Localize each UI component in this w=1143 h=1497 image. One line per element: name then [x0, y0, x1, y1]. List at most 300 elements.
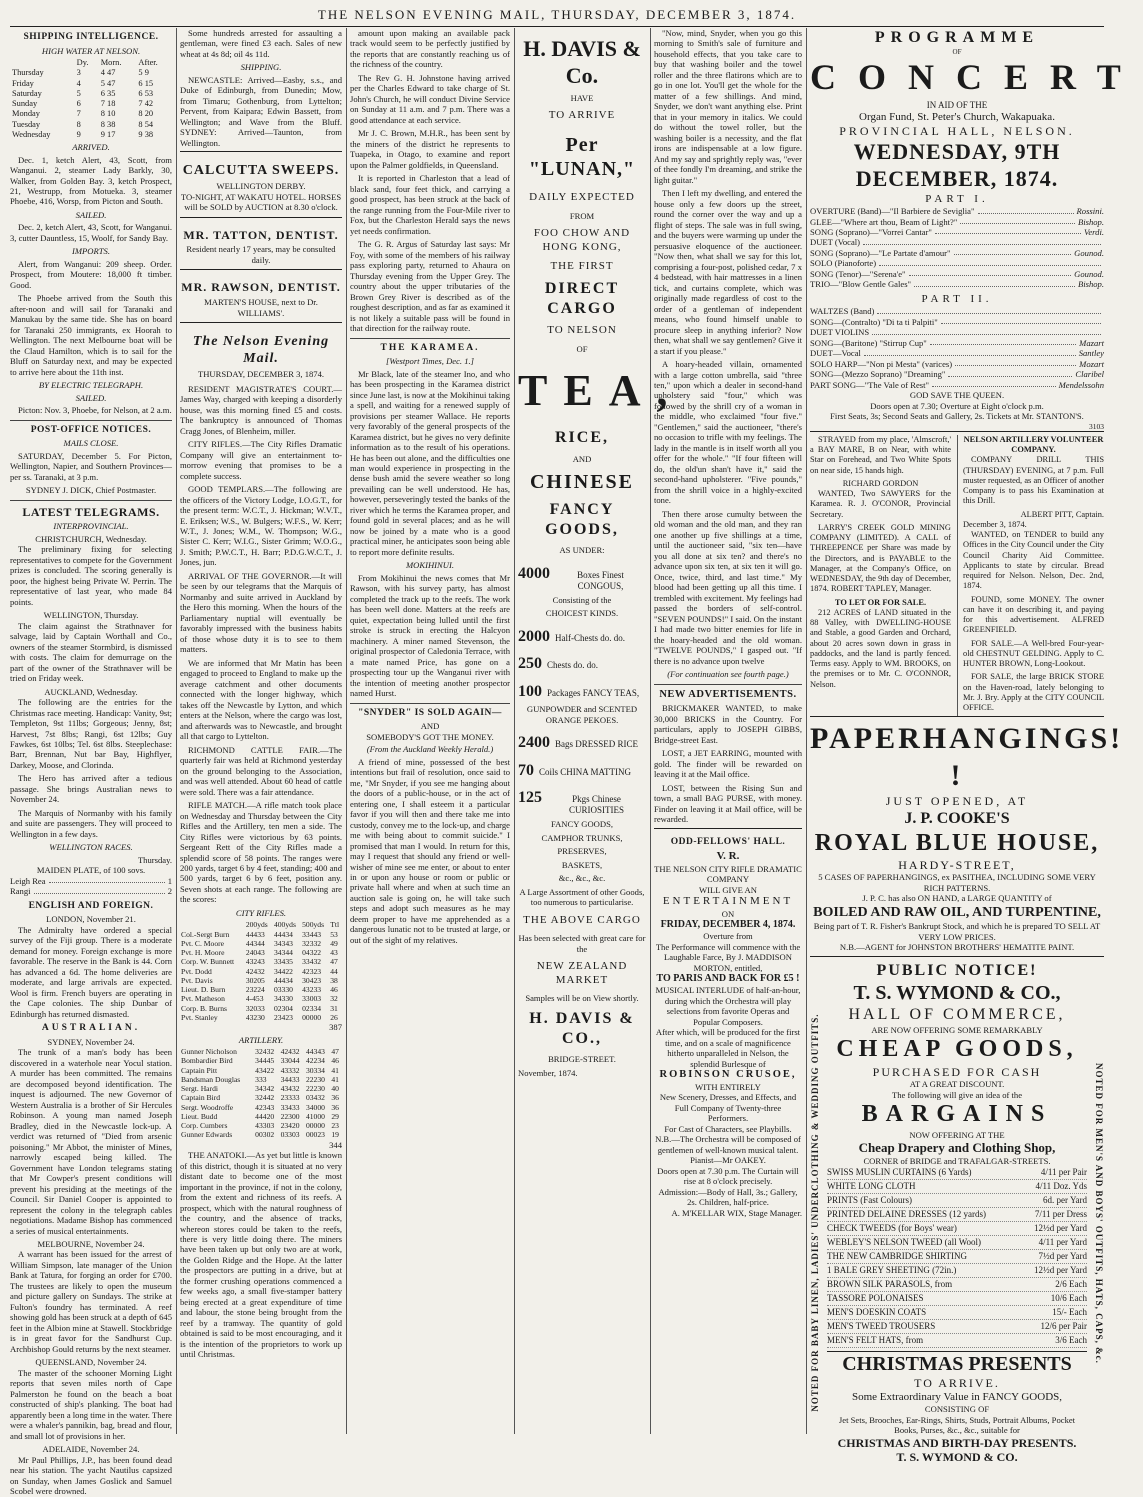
davis-selected: Has been selected with great care for the [518, 933, 646, 954]
table-row: Sergt. Hardi 34342 43432 22230 40 [181, 1084, 339, 1094]
drapery-shop: Cheap Drapery and Clothing Shop, [858, 1139, 1056, 1155]
masthead: THE NELSON EVENING MAIL, THURSDAY, DECEMBER 3, 1874. [10, 4, 1104, 27]
davis-nzmarket: NEW ZEALAND MARKET [536, 960, 628, 986]
paris: TO PARIS AND BACK FOR £5 ! [656, 973, 800, 985]
tender-advert: WANTED, on TENDER to build any Offices in the City Council under the City Council Charity Aid Committee. Applicants to state by circular. Bread required for Nelson. Nelson, Dec. 2nd, 1874. [963, 530, 1104, 591]
davis-foochow: FOO CHOW AND HONG KONG, [533, 227, 631, 253]
davis-daily: DAILY EXPECTED [529, 191, 635, 204]
wymond-body [827, 961, 1087, 1465]
arrived-heading: ARRIVED. [72, 142, 110, 153]
other-item: PRESERVES, [557, 846, 607, 857]
brown-text: Mr J. C. Brown, M.H.R., has been sent by the miners of the district he represents to Tuapeka, in Otago, to examine and report upon the Palmer goldfields, in Queensland. [350, 128, 510, 170]
davis-chinese: CHINESE [529, 471, 635, 494]
wymond-sign: T. S. WYMOND & CO. [896, 1450, 1018, 1465]
god-save-queen: GOD SAVE THE QUEEN. [909, 390, 1005, 401]
paperhangings: PAPERHANGINGS! ! [810, 722, 1124, 792]
davis-under: AS UNDER: [559, 545, 605, 556]
table-row: Lieut. D. Burn 23224 03330 43233 46 [181, 985, 338, 995]
with: WITH ENTIRELY [695, 1081, 761, 1092]
found-advert: FOUND, some MONEY. The owner can have it on describing it, and paying for this advertisement. ALFRED GREENFIELD. [963, 594, 1104, 635]
advert-number: 3103 [1089, 421, 1104, 431]
programme-item: DUET—Vocal Santley [810, 348, 1104, 359]
shipping-notes: The Phoebe arrived from the South this after-noon and will sail for Taranaki and Manukau by the same tide. She has on board for Taranaki 250 immigrants, ex Hoorah to Wellington. The next Melbourne boat will be the Claud Hamilton, which is to sail for the Bluff on Saturday next, and may be expected to arrive here about the 11th inst. [10, 293, 172, 377]
price-row: WHITE LONG CLOTH 4/11 Doz. Yds [827, 1180, 1087, 1194]
snyder-source: (From the Auckland Weekly Herald.) [366, 744, 494, 755]
boiled-oil: BOILED AND RAW OIL, AND TURPENTINE, [813, 904, 1101, 920]
wellington-text: The claim against the Strathnaver for salvage, laid by Captain Worthall and Co., owners of the steamer Stormbird, is dismissed with costs. The claim for demurrage on the part of the owner of the Strathnaver will be tried on Friday week. [10, 620, 172, 684]
imports-text: Alert, from Wanganui: 209 sheep. Order. Prospect, from Moutere: 18,000 ft timber. Good. [10, 258, 172, 290]
tide-col: After. [138, 58, 158, 68]
davis-gunpowder: GUNPOWDER and SCENTED ORANGE PEKOES. [526, 704, 638, 725]
tide-row: Monday 7 8 10 8 20 [12, 109, 154, 119]
acres-advert: 212 ACRES of LAND situated in the 88 Valley, with DWELLING-HOUSE and Stable, a good Garden and Orchard, about 20 acres sown down in grass in paddocks, and the land is partly fenced. Terms easy. Apply to WM. BROOKS, on the premises or to Mr. C. O'CONNOR, Nelson. [810, 607, 951, 689]
programme-item: PART SONG—"The Vale of Rest" Mendelssohn [810, 379, 1104, 390]
city-rifles-heading: CITY RIFLES. [235, 907, 287, 918]
davis-date: November, 1874. [518, 1067, 578, 1078]
horse-sale-advert: FOR SALE.—A Well-bred Four-year-old CHESTNUT GELDING. Apply to C. HUNTER BROWN, Long-Lookout. [963, 638, 1104, 669]
cast: For Cast of Characters, see Playbills. [664, 1123, 792, 1134]
city-rifles-table [180, 920, 342, 1022]
stock-item: 2000 Half-Chests do. do. [518, 627, 625, 645]
table-header: 200yds 400yds 500yds Ttl [245, 920, 340, 930]
column-rule [176, 28, 177, 1434]
tatton-heading: MR. TATTON, DENTIST. [183, 227, 339, 242]
tatton-advert [180, 217, 342, 270]
divider [10, 500, 172, 501]
cases: 5 CASES OF PAPERHANGINGS, ex PASITHEA, INCLUDING SOME VERY RICH PATTERNS. [818, 872, 1096, 893]
davis-tea: TEA, [518, 366, 684, 416]
dateline: WELLINGTON, Thursday. [43, 610, 139, 621]
continued-note: (For continuation see fourth page.) [667, 669, 789, 680]
idea: The following will give an idea of the [891, 1089, 1023, 1100]
vr: V. R. [716, 850, 740, 863]
tide-col: Morn. [100, 58, 122, 68]
artillery-date: December 3, 1874. [963, 519, 1027, 529]
davis-name: H. DAVIS & Co. [523, 36, 641, 88]
notices-grid [810, 431, 1104, 717]
table-row: Pvt. H. Moore 24043 34344 04322 43 [181, 948, 338, 958]
programme-item: DUET (Vocal) [810, 237, 1104, 247]
table-row: Sergt. Woodroffe 42343 33433 34000 36 [181, 1102, 339, 1112]
sailed-heading: SAILED. [75, 209, 107, 220]
auckland-text: The following are the entries for the Christmas race meeting. Handicap: Vanity, 9st; Templeton, 9st 11lbs; Gorgeous; Jenny, 8st; Harvest, 7st 8lbs; Rangi, 6st 12lbs; Guy Fawkes, 6st 10lbs; Tel. 6st 8lbs. Steeplechase: Barr, Brennan, Nut bar Bay, Highflyer, Darkey, Moose, and Clorinda. [10, 697, 172, 770]
interlude: MUSICAL INTERLUDE of half-an-hour, during which the Orchestra will play selections from favorite Operas and Popular Composers. [655, 985, 801, 1027]
overture: Overture from [703, 931, 753, 942]
stock-item: 125 Pkgs Chinese CURIOSITIES [518, 789, 624, 816]
concert-seats: First Seats, 3s; Second Seats and Gallery, 2s. Tickets at Mr. STANTON'S. [830, 411, 1084, 422]
templars-text: GOOD TEMPLARS.—The following are the officers of the Victory Lodge, I.O.G.T., for the present term: W.C.T., J. Hickman; W.V.T., E. Eriksen; W.S., W. Bulgers; W.F.S., W. Kerr; W.T., J. Jones; W.M., W. Thompson; W.G., Sister C. Kerr; W.I.G., Sister Grimm; W.O.G., J. Smith; P.W.C.T., H. Barr; P.D.G.W.C.T., J. Jones, jun. [180, 484, 342, 568]
snyder-subheading: SOMEBODY'S GOT THE MONEY. [366, 731, 494, 742]
table-row: Corp. Cumbers 43303 23420 00000 23 [181, 1121, 339, 1131]
dateline: QUEENSLAND, November 24. [35, 1357, 147, 1368]
karamea-source: [Westport Times, Dec. 1.] [385, 356, 474, 367]
karamea-text: Mr Black, late of the steamer Ino, and who has been prospecting in the Karamea district since June last, is now at the Mokihinui taking a spell, and waiting for a renewed supply of provisions per steamer Wallace. He reports very favorably of the general prospects of the Karamea district, but he gives no very definite information as to the result of his operations. He has been out alone, and the difficulties one man would experience in prospecting in the dense bush amid the severe weather so long prevailing can be well understood. He has, however, perseveringly tested the banks of the river which he terms the Karamea proper, and found gold in several places; and as he will now be joined by a mate who is a good practical miner, he anticipates soon being able to report more definite results. [350, 368, 510, 557]
corner: CORNER of BRIDGE and TRAFALGAR-STREETS. [863, 1155, 1051, 1166]
tide-row: Sunday 6 7 18 7 42 [12, 99, 154, 109]
cooke-name: J. P. COOKE'S [904, 810, 1010, 828]
artillery-sign: ALBERT PITT, Captain. [1020, 509, 1104, 519]
scenery: New Scenery, Dresses, and Effects, and Full Company of Twenty-three Performers. [659, 1092, 797, 1124]
after: After which, will be produced for the first time, and on a scale of magnificence hitherto unparalleled in Nelson, the splendid Burlesque of [655, 1027, 801, 1069]
stock-item: 100 Packages FANCY TEAS, [518, 682, 640, 700]
rifles-text: CITY RIFLES.—The City Rifles Dramatic Company will give an entertainment to-morrow evening that promises to be a complete success. [180, 439, 342, 481]
other-item: BASKETS, [561, 859, 603, 870]
royal-blue-house: ROYAL BLUE HOUSE, [814, 829, 1100, 856]
snyder-heading: "SNYDER" IS SOLD AGAIN— [358, 707, 502, 718]
concert-doors: Doors open at 7.30; Overture at Eight o'clock p.m. [870, 400, 1044, 411]
english-text: The Admiralty have ordered a special survey of the Fiji group. There is a moderate demand for money. Foreign exchange is more favorable. The reserve in the Bank is 44. Corn has advanced a 6d. The home deliveries are moderate, and large arrivals are expected. Wool is firm. French buyers are operating in the Cape colonies. The ship Dunbar of Edinburgh has returned dismasted. [10, 924, 172, 1019]
court-text: RESIDENT MAGISTRATE'S COURT.—James Way, charged with keeping a disorderly house, was this morning fined £5 and costs. The bankruptcy is announced of Thomas Cragg Jones, of Blenheim, miller. [180, 383, 342, 436]
programme-item: SONG—(Baritone) "Stirrup Cup" Mazart [810, 337, 1104, 348]
dateline: AUCKLAND, Wednesday. [44, 686, 138, 697]
melbourne-text: A warrant has been issued for the arrest of William Simpson, late manager of the Union Bank at Tatura, for forging an order for £700. The trustees are likely to open the museum and picture gallery on Sundays. The strike at Fulton's foundry has terminated. A reef showing gold has been struck at a depth of 645 feet in the Albion mine at Stawell. Stockbridge is in great favor for the Sandhurst Cup. Archbishop Gould returns by the next steamer. [10, 1249, 172, 1354]
just-opened: JUST OPENED, AT [885, 794, 1029, 809]
programme-item: SOLO HARP—"Non pi Mesta" (varices) Mozart [810, 358, 1104, 369]
tide-col [10, 58, 75, 68]
public-notice: PUBLIC NOTICE! [876, 962, 1038, 980]
birthday-presents: CHRISTMAS AND BIRTH-DAY PRESENTS. [837, 1435, 1077, 1450]
shipping-text: NEWCASTLE: Arrived—Easby, s.s., and Duke of Edinburgh, from Dunedin; Mow, from Timaru; Gothenburg, from Lyttelton; Pervent, from Kaipara; Edwin Bassett, from Wellington; and Wave from the Bluff. SYDNEY: Arrived—Taunton, from Wellington. [180, 74, 342, 148]
larrys-creek-advert: LARRY'S CREEK GOLD MINING COMPANY (LIMITED). A CALL of THREEPENCE per Share was made by the Directors, and is PAYABLE to the Manager, at the Company's Office, on WEDNESDAY, the 9th day of December, 1874. ROBERT TAPLEY, Manager. [810, 522, 951, 594]
organ: Organ Fund, St. Peter's Church, Wakapuaka. [859, 110, 1055, 123]
programme: PROGRAMME [874, 29, 1040, 46]
argus-text: The G. R. Argus of Saturday last says: Mr Foy, with some of the members of his railway pass exploring party, returned to Ahaura on Thursday evening from the Upper Grey. The country about the upper tributaries of the Brown Grey River is described as of the roughest description, and as far as examined it is not likely a suitable pass will be found in that direction for the railway route. [350, 239, 510, 334]
stock-item: 70 Coils CHINA MATTING [518, 761, 632, 779]
oddfellows-heading: ODD-FELLOWS' HALL. [670, 836, 786, 847]
divider [654, 684, 802, 685]
rifle-match-text: RIFLE MATCH.—A rifle match took place on Wednesday and Thursday between the City Rifles and the Artillery, ten men a side. The City Rifles were victorious by 63 points. Sergeant Rett of the City Rifles made a splendid score of 58 points. The ranges were 200 yards, target 6 by 4 feet, standing; 400 and 500 yards, target 6 by 6 feet, position any. Seven shots at each range. The following are the scores: [180, 800, 342, 905]
table-row: Lieut. Budd 44420 22300 41000 29 [181, 1111, 339, 1121]
davis-sign: H. DAVIS & CO., [529, 1010, 635, 1047]
snyder-continued-4: Then there arose cumulty between the old woman and the old man, and they ran one another up five shillings at a time, until the auctioneer said, "six ten—have you all done at six ten? and there's no advance upon six ten, at six ten it will go. Once, twice, third, and last time." My blood had been getting up all this time. I trembled with excitement. My feelings had passed the borders of self-control. "SEVEN POUNDS!" I said. On the instant I had made two bitter enemies for life in the hoary-headed and the old woman. "TWELVE POUNDS," I gasped out. "If there is no advance upon twelve [654, 508, 802, 666]
strayed-sign: RICHARD GORDON [842, 478, 919, 488]
discount: AT A GREAT DISCOUNT. [909, 1079, 1005, 1090]
post-heading: POST-OFFICE NOTICES. [30, 424, 152, 435]
race-result: Leigh Rea 1 [10, 875, 172, 886]
cheap-goods: CHEAP GOODS, [836, 1036, 1078, 1063]
divider [350, 338, 510, 339]
governor-text: ARRIVAL OF THE GOVERNOR.—It will be seen by our telegrams that the Marquis of Normanby and suite arrived in Auckland by the Hero this morning. When the hours of the Parliamentary nuptial will eventually be favorably impressed with the business habits of those whose duty it is to see to them matters. [180, 570, 342, 655]
price-row: PRINTED DELAINE DRESSES (12 yards) 7/11 per Dress [827, 1208, 1087, 1222]
concert-date: WEDNESDAY, 9TH DECEMBER, 1874. [853, 138, 1061, 191]
sweeps-text: TO-NIGHT, AT WAKATU HOTEL. HORSES will be SOLD by AUCTION at 8.30 o'clock. [180, 191, 342, 213]
brick-store-advert: FOR SALE, the large BRICK STORE on the Haven-road, lately belonging to Mr. J. Bry. Apply at the CITY COUNCIL OFFICE. [963, 672, 1104, 713]
dateline: SYDNEY, November 24. [47, 1036, 135, 1047]
purse-advert: LOST, between the Rising Sun and town, a small BAG PURSE, with money. Finder on leaving it at Mail office, will be rewarded. [654, 782, 802, 825]
table-row: Pvt. Davis 30205 44434 30423 38 [181, 975, 338, 985]
doors: Doors open at 7.30 p.m. The Curtain will rise at 8 o'clock precisely. [657, 1165, 799, 1187]
inter-text: The preliminary fixing for selecting representatives to compete for the Government prizes is concluded. The scoring generally is poor, the highest being Private W. Perrin. The representative of last year, who made 84 points. [10, 544, 172, 607]
davis-from: FROM [569, 210, 595, 221]
telegraph-sailed: SAILED. [75, 392, 107, 403]
davis-street: BRIDGE-STREET. [548, 1054, 616, 1065]
extraordinary-value: Some Extraordinary Value in FANCY GOODS, [852, 1390, 1062, 1403]
artillery-drill-text: COMPANY DRILL THIS (THURSDAY) EVENING, at 7 p.m. Full muster requested, as an Officer of another Company is to pass his Examination at this Drill. [963, 455, 1104, 506]
price-row: BROWN SILK PARASOLS, from 2/6 Each [827, 1278, 1087, 1292]
bargains: BARGAINS [861, 1101, 1053, 1128]
new-ads-heading: NEW ADVERTISEMENTS. [659, 688, 797, 700]
table-row: Bandsman Douglas 333 34433 22230 41 [181, 1074, 339, 1084]
dateline: LONDON, November 21. [46, 914, 136, 925]
column-rule [346, 28, 347, 1434]
australian-text: The trunk of a man's body has been discovered in a waterhole near Yocul station. A murder has been committed. The remains are decomposed beyond identification. The inquest is adjourned. The new Governor of Western Australia is a brother of Sir Hercules Robinson. A young man named Joseph Bradley, died in the Newcastle lock-up. A verdict was returned of "Died from arsenic poisoning." Mr Abbot, the minister of Mines, narrowly escaped being killed. The Government have London telegrams stating that Mr Cowper's present conditions will prevent his presiding at the meetings of the Council. Sir Daniel Cooper is appointed to represent the colony in the telegraph cables negotiations. Madame Bishop has commenced a series of musical entertainments. [10, 1047, 172, 1236]
davis-large: A Large Assortment of other Goods, too numerous to particularise. [519, 886, 645, 908]
bankrupt-stock: Being part of T. R. Fisher's Bankrupt Stock, and which he is prepared TO SELL AT VERY LOW PRICES. [813, 921, 1101, 942]
charleston-text: It is reported in Charleston that a lead of black sand, four feet thick, and carrying a good prospect, has been struck at the back of the range running from the Four-Mile river to Fox, but the Charleston Herald says the news yet needs confirmation. [350, 173, 510, 236]
tide-table [10, 58, 172, 140]
rawson-text: MARTEN'S HOUSE, next to Dr. WILLIAMS'. [204, 297, 318, 318]
dateline: ADELAIDE, November 24. [42, 1444, 140, 1455]
karamea-heading: THE KARAMEA. [380, 342, 480, 353]
programme-item: SONG (Soprano)—"Vorrei Cantar" Verdi. [810, 226, 1104, 237]
artillery-table [180, 1047, 342, 1140]
davis-direct: DIRECT CARGO [544, 280, 620, 317]
notices-right [957, 435, 1104, 717]
matin-text: We are informed that Mr Matin has been engaged to proceed to England to make up the average catchment and other documents connected with the longer highway, which takes off the Newcastle by Lytton, and which enters at the Nelson, where the cargo was lost, and afterwards was to Newcastle, and brought all that cargo to Lyttelton. [180, 657, 342, 742]
part-2: PART II. [921, 292, 993, 305]
table-row: Captain Bird 32442 23333 03432 36 [181, 1093, 339, 1103]
price-row: 1 BALE GREY SHEETING (72in.) 12½d per Yard [827, 1264, 1087, 1278]
dateline: CHRISTCHURCH, Wednesday. [35, 533, 147, 544]
purchased: PURCHASED FOR CASH [872, 1064, 1042, 1079]
column-6 [810, 28, 1143, 1465]
table-row: Corp. W. Bunnett 43243 33435 33432 47 [181, 957, 338, 967]
programme-item: TRIO—"Blow Gentle Gales" Bishop. [810, 279, 1104, 290]
price-row: TASSORE POLONAISES 10/6 Each [827, 1292, 1087, 1306]
tatton-text: Resident nearly 17 years, may be consulted daily. [186, 244, 336, 265]
columns [10, 28, 1143, 1497]
table-row: Bombardier Bird 34445 33044 42234 46 [181, 1056, 339, 1066]
latest-heading: LATEST TELEGRAMS. [22, 504, 160, 519]
adelaide-text: Mr Paul Phillips, J.P., has been found dead near his station. The yacht Nautilus capsized on Sunday, when James Goslick and Samuel Scobel were drowned. [10, 1454, 172, 1497]
cattle-text: RICHMOND CATTLE FAIR.—The quarterly fair was held at Richmond yesterday on the ground belonging to the Association, and was well attended. About 60 head of cattle were sold. There was a fair attendance. [180, 744, 342, 797]
artillery-heading: ARTILLERY. [238, 1034, 284, 1045]
column-2 [180, 28, 342, 1434]
programme-item: SONG—(Mezzo Soprano) "Dreaming" Claribel [810, 369, 1104, 380]
hall: PROVINCIAL HALL, NELSON. [839, 124, 1075, 139]
imports-heading: IMPORTS. [72, 246, 110, 257]
now-offering: NOW OFFERING AT THE [909, 1129, 1005, 1140]
church-text: The Rev G. H. Johnstone having arrived per the Charles Edward to take charge of St. John's Church, he will conduct Divine Service on Sunday at 11 a.m. and 7 p.m. There was a good attendance at each service. [350, 72, 510, 125]
sawyers-advert: WANTED, Two SAWYERS for the Karamea. R. J. O'CONOR, Provincial Secretary. [810, 489, 951, 519]
tide-row: Saturday 5 6 35 6 53 [12, 88, 154, 98]
sailed-text: Dec. 2, ketch Alert, 43, Scott, for Wanganui. 3, cutter Dauntless, 15, Woolf, for Sandy Bay. [10, 222, 172, 243]
programme-item: OVERTURE (Band)—"Il Barbiere de Seviglia" Rossini. [810, 206, 1104, 217]
shipping-subheading: SHIPPING. [240, 62, 282, 73]
price-row: PRINTS (Fast Colours) 6d. per Yard [827, 1194, 1087, 1208]
auckland-text-2: The Hero has arrived after a tedious passage. She brings Australian news to November 24. [10, 773, 172, 805]
sweeps-heading: CALCUTTA SWEEPS. [182, 163, 340, 179]
arrived-text: Dec. 1, ketch Alert, 43, Scott, from Wanganui. 2, steamer Lady Barkly, 30, Walker, from Golden Bay. 3, ketch Prospect, 21, Westrupp, from Motueka. 3, steamer Phoebe, 416, Worsp, from Picton and South. [10, 154, 172, 207]
entertainment: ENTERTAINMENT [662, 895, 794, 908]
table-row: Pvt. Dodd 42432 34422 42323 44 [181, 966, 338, 976]
to-arrive: TO ARRIVE. [914, 1376, 1000, 1391]
artillery-total: 344 [329, 1139, 342, 1150]
tide-heading: HIGH WATER AT NELSON. [41, 45, 141, 56]
tide-col: Dy. [76, 58, 89, 68]
concert: CONCERT [810, 57, 1143, 98]
of: OF [952, 47, 962, 56]
davis-rice: RICE, [554, 429, 609, 447]
price-row: MEN'S TWEED TROUSERS 12/6 per Pair [827, 1320, 1087, 1334]
stock-item: 250 Chests do. do. [518, 655, 599, 673]
stage-manager: A. M'KELLAR WIX, Stage Manager. [671, 1207, 802, 1218]
derby: WELLINGTON DERBY. [216, 181, 306, 192]
davis-of: OF [576, 343, 588, 354]
pack-track-text: amount upon making an available pack track would seem to be perfectly justified by the reports that are constantly reaching us of the richness of the country. [350, 28, 510, 70]
telegraph-text: Picton: Nov. 3, Phoebe, for Nelson, at 2 a.m. [18, 405, 172, 416]
column-3 [350, 28, 510, 1434]
races-heading: WELLINGTON RACES. [49, 842, 133, 853]
programme-item: SONG (Tenor)—"Serena'e" Gounod. [810, 268, 1104, 279]
divider [10, 420, 172, 421]
table-row: Col.-Sergt Burn 44433 44434 33443 53 [181, 929, 338, 939]
post-text: SATURDAY, December 5. For Picton, Wellington, Napier, and Southern Provinces—per ss. Taranaki, at 3 p.m. [10, 450, 172, 482]
price-row: CHECK TWEEDS (for Boys' wear) 12½d per Yard [827, 1222, 1087, 1236]
table-row: Corp. B. Burns 32033 02304 02334 31 [181, 1003, 338, 1013]
on-hand: J. P. C. has also ON HAND, a LARGE QUANTITY of [862, 893, 1052, 904]
davis-first: THE FIRST [550, 260, 614, 273]
rawson-heading: MR. RAWSON, DENTIST. [181, 280, 341, 295]
programme-item: WALTZES (Band) [810, 306, 1104, 316]
offering: ARE NOW OFFERING SOME REMARKABLY [871, 1024, 1043, 1035]
davis-and: AND [572, 453, 592, 464]
strayed-advert: STRAYED from my place, 'Almscroft,' a BAY MARE, B on Near, with white Star on Forehead, and Two White Spots on near side, 15 hands high. [810, 434, 951, 475]
mokihinui-text: From Mokihinui the news comes that Mr Rawson, with his survey party, has almost completed the track up to the reefs. The work has been well done. Matters at the reefs are quiet, expectation being lulled until the first stroke is struck in erecting the Halcyon machinery. A miner named Stevenson, the original prospector of Caledonia Terrace, with a mate named Price, has gone on a prospecting tour up the Wanganui river with the intention of meeting another prospector named Hurst. [350, 572, 510, 699]
artillery-volunteer-heading: NELSON ARTILLERY VOLUNTEER COMPANY. [963, 434, 1104, 455]
davis-samples: Samples will be on View shortly. [525, 992, 639, 1003]
christmas-presents: CHRISTMAS PRESENTS [827, 1351, 1087, 1376]
programme-item: GLEE—"Where art thou, Beam of Light?" Bishop. [810, 216, 1104, 227]
snyder-continued-1: "Now, mind, Snyder, when you go this morning to Smith's sale of furniture and household effects, that you take care to buy that washing boiler and the towel roller and the three flatirons which are to go in one lot. You'll get the whole for the matter of a few shillings. And mind, Snyder, we don't want anything else. Print that in your memory in italics. We could do without the towel roller, but the washing boiler is a necessity, and the flat irons are indispensable at a low figure. And my say and sprightly reply was, "ever of thee fondly I'm dreaming, and strike the light guitar." [654, 28, 802, 185]
australian-heading: AUSTRALIAN. [41, 1023, 141, 1034]
editorial-masthead [180, 322, 342, 384]
right-vertical-text: NOTED FOR MEN'S AND BOYS' OUTFITS, HATS, CAPS, &c. [1094, 1062, 1104, 1364]
consisting-of: CONSISTING OF [924, 1404, 990, 1415]
davis-consisting: Consisting of the [552, 594, 612, 605]
queensland-text: The master of the schooner Morning Light reports that seven miles north of Cape Palmerston he found on the beach a boat constructed of ship's planking. The boat had apparently been a long time in the water. There were a whaler's pannikin, bag, bread and flour, and small lot of provisions in her. [10, 1367, 172, 1441]
wymond-advert [810, 956, 1104, 1469]
fines-text: Some hundreds arrested for assaulting a gentleman, were fined £3 each. Sales of new wheat at 4s 8d; oil 4s 11d. [180, 28, 342, 59]
part-1: PART I. [925, 192, 989, 205]
programme-item: SONG—(Contralto) "Di ta ti Palpiti" [810, 317, 1104, 327]
divider [350, 703, 510, 704]
tide-row: Friday 4 5 47 6 15 [12, 78, 154, 88]
column-1 [10, 28, 172, 1497]
paper-name: The Nelson Evening Mail. [192, 334, 330, 367]
oddfellows-advert [654, 828, 802, 1223]
rawson-advert [180, 269, 342, 322]
programme-item: SONG (Soprano)—"Le Partate d'amour" Gounod. [810, 247, 1104, 258]
robinson: ROBINSON CRUSOE, [659, 1069, 797, 1081]
price-row: MEN'S FELT HATS, from 3/6 Each [827, 1334, 1087, 1348]
rifles-total: 387 [329, 1022, 342, 1033]
paper-date: THURSDAY, DECEMBER 3, 1874. [197, 369, 325, 380]
price-row: SWISS MUSLIN CURTAINS (6 Yards) 4/11 per Pair [827, 1166, 1087, 1180]
inter-heading: INTERPROVINCIAL. [53, 521, 129, 532]
post-sign: SYDNEY J. DICK, Chief Postmaster. [25, 485, 157, 496]
admission: Admission:—Body of Hall, 3s.; Gallery, 2s. Children, half-price. [658, 1186, 798, 1208]
price-row: THE NEW CAMBRIDGE SHIRTING 7½d per Yard [827, 1250, 1087, 1264]
column-5 [654, 28, 802, 1434]
orchestra: N.B.—The Orchestra will be composed of gentlemen of well-known musical talent. Pianist—Mr OAKEY. [655, 1134, 801, 1166]
snyder-and: AND [420, 721, 440, 732]
tide-row: Wednesday 9 9 17 9 38 [12, 129, 154, 139]
rifle-company: THE NELSON CITY RIFLE DRAMATIC COMPANY [654, 863, 802, 885]
price-row: MEN'S DOESKIN COATS 15/- Each [827, 1306, 1087, 1320]
event-date: FRIDAY, DECEMBER 4, 1874. [660, 919, 796, 930]
performance: The Performance will commence with the Laughable Farce, By J. MADDISON MORTON, entitled, [655, 941, 801, 973]
dateline: MELBOURNE, November 24. [37, 1238, 145, 1249]
column-rule [650, 28, 651, 1434]
telegraph-heading: BY ELECTRIC TELEGRAPH. [38, 380, 144, 391]
english-heading: ENGLISH AND FOREIGN. [28, 900, 154, 911]
column-rule [806, 28, 807, 1434]
davis-ship: Per "LUNAN," [528, 133, 636, 180]
earring-advert: LOST, a JET EARRING, mounted with gold. The finder will be rewarded on leaving it at the Mail office. [654, 748, 802, 780]
column-4-davis-advert [518, 28, 684, 1434]
price-row: WEBLEY'S NELSON TWEED (all Wool) 4/11 per Yard [827, 1236, 1087, 1250]
jet-sets: Jet Sets, Brooches, Ear-Rings, Shirts, Studs, Portrait Albums, Pocket Books, Purses, &c., &c., suitable for [838, 1414, 1076, 1436]
aid: IN AID OF THE [926, 99, 988, 110]
table-row: Gunner Nicholson 32432 42432 44343 47 [181, 1047, 339, 1057]
davis-to-nelson: TO NELSON [547, 324, 617, 337]
auckland-text-3: The Marquis of Normanby with his family and suite are passengers. They will proceed to Wellington in a few days. [10, 807, 172, 839]
notices-left [810, 435, 951, 717]
hall-of-commerce: HALL OF COMMERCE, [848, 1006, 1066, 1024]
other-item: CAMPHOR TRUNKS, [541, 832, 623, 843]
bricks-advert: BRICKMAKER WANTED, to make 30,000 BRICKS in the Country. For particulars, apply to JOSEPH GIBBS, Bridge-street East. [654, 703, 802, 745]
snyder-text: A friend of mine, possessed of the best intentions but frail of resolution, once said to me, "Mr Snyder, if you see me hanging about the doors of a public-house, or in the act of entering one, I shall esteem it a particular favor if you will then and there take me into custody, convey me to the lock-up, and charge me with being about to commit suicide." I promised that man I would. In return for this, may I request that should any friend or well-wisher of mine see me enter, or about to enter in or upon any house or room or public or private hall where and when at such time an auction sale is going on, he will take such steps and adopt such measures as he may deem proper to have me apprehended as a dangerous lunatic not to be trusted at large, or out of the sight of my relatives. [350, 756, 510, 945]
tide-row: Tuesday 8 8 38 8 54 [12, 119, 154, 129]
davis-arrive: TO ARRIVE [548, 109, 616, 122]
hardy-street: HARDY-STREET, [898, 857, 1016, 872]
anatoki-text: THE ANATOKI.—As yet but little is known of this district, though it is situated at no very distant date to become one of the most important in the province, if not in the colony, from the extent and richness of its reefs. A prospect, which with the natural roughness of the country, and the absence of tracks, whereon stores could be taken to the reefs, there is very little doing there. The miners have been taken up but only two are at work, the Golden Ridge and the Hope. At the latter the prospectors are putting in a drive, but at the former crushing operations commenced a few weeks ago, a small five-stamper battery being erected at a great expenditure of time and labour, the stone being brought from the reef by a tramway. The quantity of gold obtained is said to be most encouraging, and it is the intention of the proprietors to work up until Christmas. [180, 1150, 342, 1360]
cooke-advert [810, 716, 1124, 956]
concert-advert [810, 28, 1143, 206]
other-item: &c., &c., &c. [558, 873, 606, 884]
other-item: FANCY GOODS, [550, 819, 614, 830]
wymond-name: T. S. WYMOND & CO., [853, 981, 1061, 1004]
give-an: WILL GIVE AN [699, 884, 757, 895]
snyder-continued-2: Then I left my dwelling, and entered the house only a few doors up the street, round the corner over the way and up a flight of steps. The sale was in full swing, and the buyers were warming up under the persuasive eloquence of the auctioneer. "Now then, what shall we say for this lot, comprising a four-post, polished cedar, 7 x 4 bedstead, with hair mattresses in a linen tick, and curtains complete, which was originally made regardless of cost to the order of a gentleman of independent means, who found himself unable to procure sleep in anything inferior? Now then, what shall we say gentlemen? Give it a start if you please." [654, 188, 802, 356]
mokihinui-heading: MOKIHINUI. [406, 560, 454, 571]
sweeps-advert [180, 151, 342, 217]
snyder-continued-3: A hoary-headed villain, ornamented with a large cotton umbrella, said "three ten," upon which a dealer in second-hand upholstery said "four," which was followed by the shrill cry of a woman in the middle, who exclaimed "four five." "Gentlemen," said the auctioneer, "there's no occasion to trifle with my feelings. The lady in the mantle is in itself worth all you offer for the whole." "If four fifteen will do, the old'un shan't have it," said the second-hand upholsterer. "Five pounds," from the shrill voice in a highly-excited tone. [654, 359, 802, 506]
on: ON [721, 908, 735, 919]
table-row: Pvt. Stanley 43230 23423 00000 26 [181, 1012, 338, 1022]
stock-item: 2400 Bags DRESSED RICE [518, 734, 639, 752]
davis-have: HAVE [570, 92, 594, 103]
davis-choicest: CHOICEST KINDS. [545, 608, 619, 619]
races-date: Thursday. [137, 854, 172, 865]
shipping-heading: SHIPPING INTELLIGENCE. [23, 32, 159, 42]
mails-close: MAILS CLOSE. [63, 438, 119, 449]
table-row: Pvt. Matheson 4-453 34330 33003 32 [181, 994, 338, 1004]
davis-fancy: FANCY GOODS, [545, 501, 619, 538]
races-plate: MAIDEN PLATE, of 100 sovs. [36, 865, 146, 876]
table-row: Pvt. C. Moore 44344 34343 32332 49 [181, 938, 338, 948]
table-row: Gunner Edwards 00302 03303 00023 19 [181, 1130, 339, 1140]
left-vertical-text: NOTED FOR BABY LINEN, LADIES' UNDERCLOTHING & WEDDING OUTFITS. [810, 1014, 820, 1413]
programme-item: DUET VIOLINS [810, 327, 1104, 337]
column-rule [514, 28, 515, 1434]
stock-item: 4000 Boxes Finest CONGOUS, [518, 564, 624, 591]
agent: N.B.—AGENT for JOHNSTON BROTHERS' HEMATITE PAINT. [839, 941, 1075, 952]
race-result: Rangi 2 [10, 886, 172, 897]
davis-above: THE ABOVE CARGO [523, 913, 641, 926]
tide-row: Thursday 3 4 47 5 9 [12, 68, 149, 78]
